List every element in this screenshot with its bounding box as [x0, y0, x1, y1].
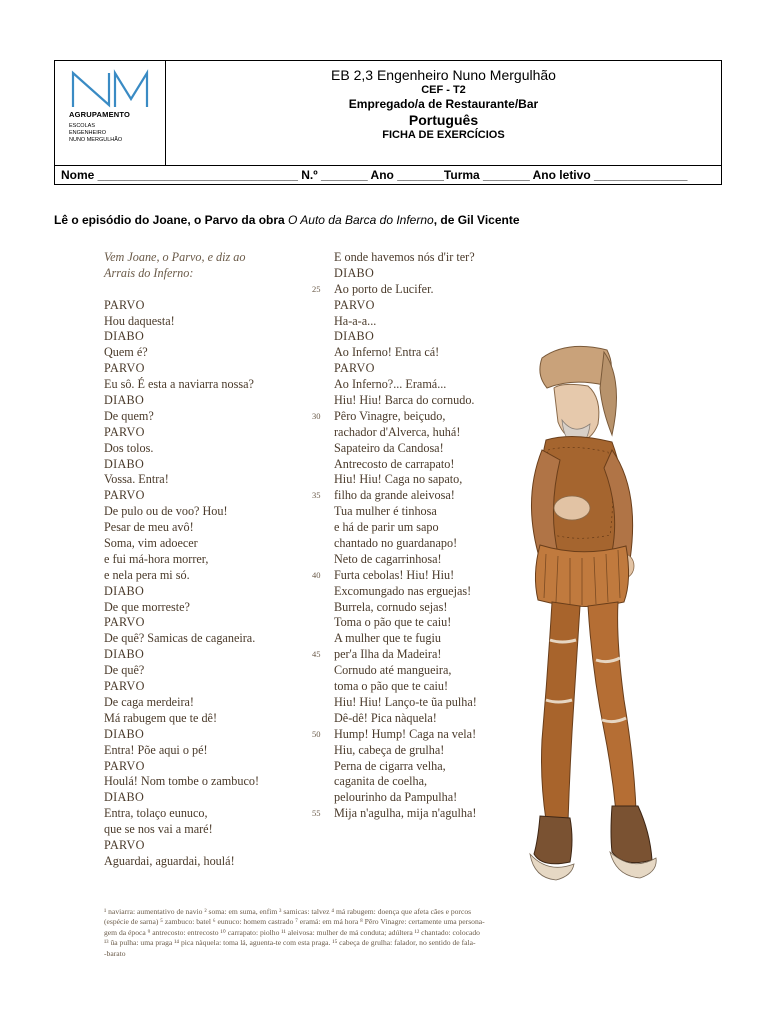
school-logo — [55, 61, 166, 165]
verse-line — [104, 663, 314, 679]
verse-line — [334, 536, 534, 552]
verse-line — [104, 854, 314, 870]
line-text: De quê? Samicas de caganeira. — [104, 631, 256, 646]
speaker-name — [104, 679, 314, 695]
line-text: Má rabugem que te dê! — [104, 710, 218, 725]
poem-column-left — [104, 250, 314, 870]
line-text: DIABO — [104, 583, 145, 598]
line-text: chantado no guardanapo! — [334, 536, 458, 551]
line-text: Excomungado nas erguejas! — [334, 583, 472, 598]
work-title: O Auto da Barca do Inferno — [288, 213, 434, 227]
line-text: filho da grande aleivosa! — [334, 488, 455, 503]
verse-line — [312, 567, 534, 584]
speaker-name — [104, 759, 314, 775]
verse-line — [104, 552, 314, 568]
verse-line — [334, 314, 534, 330]
line-text: Houlá! Nom tombe o zambuco! — [104, 774, 260, 789]
verse-line — [312, 806, 534, 822]
speaker-name — [104, 425, 314, 441]
footnotes — [104, 907, 652, 959]
instruction-after: , de Gil Vicente — [433, 213, 520, 227]
stage-direction — [104, 250, 314, 266]
verse-line — [104, 409, 314, 425]
verse-line — [334, 615, 534, 631]
line-text: Pesar de meu avô! — [104, 520, 194, 535]
line-text: De que morreste? — [104, 599, 190, 614]
verse-line — [334, 695, 534, 711]
line-text: Ao Inferno?... Eramá... — [334, 377, 447, 392]
verse-line — [334, 600, 534, 616]
poem-column-right — [312, 250, 534, 822]
verse-line — [104, 600, 314, 616]
line-text: DIABO — [104, 790, 145, 805]
line-text: Entra, tolaço eunuco, — [104, 806, 208, 821]
header-table — [54, 60, 722, 185]
line-text: De quê? — [104, 663, 145, 678]
line-text: Dê-dê! Pica nàquela! — [334, 710, 437, 725]
line-number: 40 — [312, 569, 321, 580]
verse-line — [312, 488, 534, 504]
verse-line — [104, 743, 314, 759]
verse-line — [104, 822, 314, 838]
line-text: Hiu! Hiu! Lanço-te ũa pulha! — [334, 694, 477, 709]
footnote-line: (espécie de sarna) ⁵ zambuco: batel ⁶ eunuco: homem castrado ⁷ eramá: em má hora ⁸ Pêro Vinagre: certamente uma persona- — [104, 917, 485, 927]
course-name: CEF - T2 — [421, 84, 466, 96]
line-text: Hiu, cabeça de grulha! — [334, 742, 445, 757]
verse-line — [334, 584, 534, 600]
line-text: PARVO — [104, 837, 145, 852]
line-text: Quem é? — [104, 345, 148, 360]
verse-line — [334, 743, 534, 759]
stage-direction — [104, 266, 314, 282]
verse-line — [334, 441, 534, 457]
line-text: DIABO — [104, 329, 145, 344]
line-text: Burrela, cornudo sejas! — [334, 599, 448, 614]
speaker-name — [334, 361, 534, 377]
line-text: caganita de coelha, — [334, 774, 428, 789]
line-text: e fui má-hora morrer, — [104, 551, 209, 566]
footnote-line: gem da época ⁹ antrecosto: entrecosto ¹⁰ carrapato: piolho ¹¹ aleivosa: mulher de má conduta; adúltera ¹² chantado: colocado — [104, 927, 480, 937]
line-text: Pêro Vinagre, beiçudo, — [334, 408, 446, 423]
line-text: E onde havemos nós d'ir ter? — [334, 250, 475, 264]
line-text: Hump! Hump! Caga na vela! — [334, 726, 477, 741]
verse-line — [334, 504, 534, 520]
verse-line — [104, 774, 314, 790]
line-text: Antrecosto de carrapato! — [334, 456, 455, 471]
verse-line — [104, 345, 314, 361]
parvo-illustration — [512, 340, 662, 920]
line-text: Ha-a-a... — [334, 313, 377, 328]
logo-sub-line: ENGENHEIRO — [69, 130, 106, 136]
speaker-name — [104, 647, 314, 663]
footnote-line: -barato — [104, 948, 126, 958]
line-text: PARVO — [334, 297, 375, 312]
verse-line — [334, 250, 534, 266]
speaker-name — [104, 457, 314, 473]
line-text: Dos tolos. — [104, 440, 154, 455]
line-number: 45 — [312, 649, 321, 660]
line-text: Hou daquesta! — [104, 313, 175, 328]
line-text: PARVO — [104, 361, 145, 376]
speaker-name — [104, 790, 314, 806]
line-text: De pulo ou de voo? Hou! — [104, 504, 228, 519]
verse-line — [312, 726, 534, 743]
line-text: Aguardai, aguardai, houlá! — [104, 853, 235, 868]
verse-line — [334, 552, 534, 568]
line-text: Vem Joane, o Parvo, e diz ao — [104, 250, 246, 264]
verse-line — [104, 806, 314, 822]
line-text: e há de parir um sapo — [334, 520, 439, 535]
line-text: De caga merdeira! — [104, 694, 194, 709]
verse-line — [104, 695, 314, 711]
verse-line — [334, 520, 534, 536]
speaker-name — [104, 298, 314, 314]
line-text: Neto de cagarrinhosa! — [334, 551, 442, 566]
line-text: A mulher que te fugiu — [334, 631, 441, 646]
line-text: Soma, vim adoecer — [104, 536, 198, 551]
verse-line — [104, 504, 314, 520]
line-text: PARVO — [334, 361, 375, 376]
line-text: Hiu! Hiu! Barca do cornudo. — [334, 393, 475, 408]
line-number: 55 — [312, 808, 321, 819]
line-text: Cornudo até mangueira, — [334, 663, 452, 678]
subject-title: Português — [408, 112, 479, 128]
nm-logo-icon — [71, 69, 151, 109]
speaker-name — [104, 329, 314, 345]
sheet-title: FICHA DE EXERCÍCIOS — [382, 129, 505, 141]
line-text: per'a Ilha da Madeira! — [334, 647, 442, 662]
speaker-name — [104, 615, 314, 631]
line-text: Mija n'agulha, mija n'agulha! — [334, 806, 477, 821]
verse-line — [334, 790, 534, 806]
line-text: DIABO — [104, 726, 145, 741]
logo-sub-line: ESCOLAS — [69, 123, 95, 129]
instruction-before: Lê o episódio do Joane, o Parvo da obra — [54, 213, 289, 227]
logo-sub-line: NUNO MERGULHÃO — [69, 137, 123, 143]
line-text: PARVO — [104, 424, 145, 439]
line-text: Sapateiro da Candosa! — [334, 440, 444, 455]
verse-line — [334, 457, 534, 473]
line-text: PARVO — [104, 488, 145, 503]
student-info-row: Nome ______________________________ N.º _______ Ano _______Turma _______ Ano letivo ______________ — [55, 165, 721, 185]
verse-line — [334, 425, 534, 441]
speaker-name — [334, 266, 534, 282]
line-text: PARVO — [104, 615, 145, 630]
job-title: Empregado/a de Restaurante/Bar — [348, 97, 539, 111]
footnote-line: ¹³ ũa pulha: uma praga ¹⁴ pica nàquela: toma lá, aguenta-te com esta praga. ¹⁵ cabeça de grulha: falador, no sentido de fala- — [104, 938, 476, 948]
verse-line — [104, 314, 314, 330]
verse-line — [334, 345, 534, 361]
line-text: que se nos vai a maré! — [104, 822, 213, 837]
verse-line — [104, 711, 314, 727]
line-text: pelourinho da Pampulha! — [334, 790, 458, 805]
verse-line — [104, 282, 314, 298]
line-text: DIABO — [334, 265, 375, 280]
line-text: PARVO — [104, 297, 145, 312]
footnote-line: ¹ naviarra: aumentativo de navio ² soma: em suma, enfim ³ samicas: talvez ⁴ má rabugem: doença que afeta cães e porcos — [104, 907, 472, 916]
line-text: Vossa. Entra! — [104, 472, 169, 487]
logo-subtitle — [69, 123, 122, 144]
verse-line — [334, 472, 534, 488]
speaker-name — [104, 393, 314, 409]
verse-line — [104, 536, 314, 552]
line-number: 25 — [312, 283, 321, 294]
line-text: Tua mulher é tinhosa — [334, 504, 437, 519]
line-text: toma o pão que te caiu! — [334, 679, 449, 694]
verse-line — [334, 393, 534, 409]
speaker-name — [104, 361, 314, 377]
line-text: DIABO — [104, 647, 145, 662]
line-number: 30 — [312, 410, 321, 421]
verse-line — [104, 520, 314, 536]
verse-line — [104, 568, 314, 584]
verse-line — [334, 711, 534, 727]
line-text: PARVO — [104, 679, 145, 694]
line-text: PARVO — [104, 758, 145, 773]
verse-line — [104, 441, 314, 457]
line-text: DIABO — [104, 393, 145, 408]
line-text: Eu sô. É esta a naviarra nossa? — [104, 377, 254, 392]
verse-line — [312, 408, 534, 425]
exercise-instruction — [54, 213, 520, 227]
line-text: rachador d'Alverca, huhá! — [334, 424, 461, 439]
speaker-name — [104, 838, 314, 854]
verse-line — [104, 631, 314, 647]
line-text: DIABO — [104, 456, 145, 471]
line-text: Toma o pão que te caiu! — [334, 615, 452, 630]
header-titles — [166, 61, 721, 165]
speaker-name — [104, 727, 314, 743]
verse-line — [334, 663, 534, 679]
verse-line — [334, 377, 534, 393]
speaker-name — [334, 298, 534, 314]
verse-line — [104, 377, 314, 393]
verse-line — [334, 679, 534, 695]
line-text: DIABO — [334, 329, 375, 344]
line-number: 35 — [312, 490, 321, 501]
image-credit — [634, 250, 642, 320]
line-text: Furta cebolas! Hiu! Hiu! — [334, 567, 455, 582]
line-text: Perna de cigarra velha, — [334, 758, 446, 773]
school-name: EB 2,3 Engenheiro Nuno Mergulhão — [331, 67, 556, 83]
speaker-name — [104, 488, 314, 504]
verse-line — [334, 759, 534, 775]
line-text: e nela pera mi só. — [104, 567, 190, 582]
line-text: De quem? — [104, 408, 154, 423]
speaker-name — [334, 329, 534, 345]
line-text: Arrais do Inferno: — [104, 265, 194, 280]
verse-line — [334, 774, 534, 790]
verse-line — [334, 631, 534, 647]
speaker-name — [104, 584, 314, 600]
logo-name: AGRUPAMENTO — [69, 110, 131, 119]
line-text: Hiu! Hiu! Caga no sapato, — [334, 472, 463, 487]
line-text: Ao porto de Lucifer. — [334, 281, 434, 296]
verse-line — [104, 472, 314, 488]
line-text: Entra! Põe aqui o pé! — [104, 742, 208, 757]
verse-line — [312, 647, 534, 663]
line-text: Ao Inferno! Entra cá! — [334, 345, 440, 360]
verse-line — [312, 281, 534, 298]
line-number: 50 — [312, 728, 321, 739]
